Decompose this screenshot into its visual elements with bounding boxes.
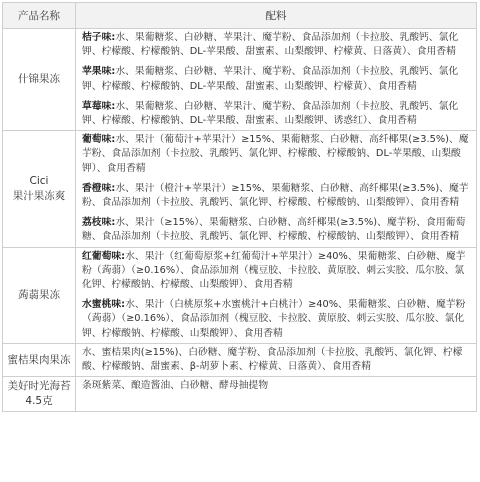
ingredient-entry	[82, 298, 472, 341]
table-body	[3, 29, 477, 412]
flavor-label: 葡萄味:	[82, 134, 116, 146]
product-name-cell	[3, 377, 76, 412]
flavor-label: 草莓味:	[82, 100, 116, 112]
ingredient-entry	[82, 216, 472, 244]
ingredients-cell	[76, 29, 477, 131]
ingredients-table	[2, 2, 477, 412]
flavor-label: 红葡萄味:	[82, 250, 126, 262]
product-name-line: 蒟蒻果冻	[18, 288, 60, 301]
ingredient-entry	[82, 100, 472, 128]
table-row	[3, 29, 477, 131]
ingredient-text: 水、果葡糖浆、白砂糖、苹果汁、魔芋粉、食品添加剂（卡拉胶、乳酸钙、氯化钾、柠檬酸、柠檬酸钠、DL-苹果酸、甜蜜素、山梨酸钾、诱惑红）、食用香精	[82, 100, 459, 127]
product-name-cell	[3, 29, 76, 131]
ingredient-text: 水、果汁（橙汁+苹果汁）≥15%、果葡糖浆、白砂糖、高纤椰果(≥3.5%)、魔芋粉、食品添加剂（卡拉胶、乳酸钙、氯化钾、柠檬酸、柠檬酸钠、山梨酸钾）、食用香精	[82, 182, 469, 209]
ingredient-entry	[82, 65, 472, 93]
ingredients-cell	[76, 343, 477, 376]
flavor-label: 苹果味:	[82, 66, 116, 78]
ingredient-entry	[82, 379, 472, 393]
ingredient-entry	[82, 250, 472, 293]
ingredient-text: 水、果葡糖浆、白砂糖、苹果汁、魔芋粉、食品添加剂（卡拉胶、乳酸钙、氯化钾、柠檬酸、柠檬酸钠、DL-苹果酸、甜蜜素、山梨酸钾、柠檬黄）、食用香精	[82, 66, 459, 92]
ingredients-cell	[76, 377, 477, 412]
ingredient-entry	[82, 133, 472, 176]
ingredient-entry	[82, 182, 472, 210]
product-name-line: 4.5克	[25, 395, 53, 408]
ingredient-entry	[82, 346, 472, 374]
product-name-cell	[3, 343, 76, 376]
flavor-label: 香橙味:	[82, 182, 116, 194]
table-header-row	[3, 3, 477, 29]
ingredient-text: 水、果葡糖浆、白砂糖、苹果汁、魔芋粉、食品添加剂（卡拉胶、乳酸钙、氯化钾、柠檬酸、柠檬酸钠、DL-苹果酸、甜蜜素、山梨酸钾、柠檬黄、日落黄）、食用香精	[82, 32, 459, 58]
product-name-line: 蜜桔果肉果冻	[7, 353, 71, 366]
flavor-label: 桔子味:	[82, 32, 116, 43]
ingredient-text: 水、果汁（红葡萄原浆+红葡萄汁+苹果汁）≥40%、果葡糖浆、白砂糖、魔芋粉（蒟蒻）（≥0.16%）、食品添加剂（槐豆胶、卡拉胶、黄原胶、刺云实胶、瓜尔胶、氯化钾、柠檬酸钠、柠檬酸、山梨酸钾）、食用香精	[82, 250, 466, 291]
ingredient-text: 条斑紫菜、酿造酱油、白砂糖、酵母抽提物	[82, 380, 269, 392]
table-row	[3, 343, 477, 376]
ingredient-entry	[82, 31, 472, 59]
ingredient-text: 水、果汁（≥15%）、果葡糖浆、白砂糖、高纤椰果(≥3.5%)、魔芋粉、食用葡萄糖、食品添加剂（卡拉胶、乳酸钙、氯化钾、柠檬酸、柠檬酸钠、山梨酸钾）、食用香精	[82, 217, 466, 243]
table-row	[3, 377, 477, 412]
product-name-line: 美好时光海苔	[7, 380, 71, 393]
ingredients-cell	[76, 247, 477, 343]
table-row	[3, 247, 477, 343]
header-ingredients: 配料	[76, 3, 477, 29]
ingredient-text: 水、果汁（葡萄汁+苹果汁）≥15%、果葡糖浆、白砂糖、高纤椰果(≥3.5%)、魔芋粉、食品添加剂（卡拉胶、乳酸钙、氯化钾、柠檬酸、柠檬酸钠、DL-苹果酸、山梨酸钾）、食用香精	[82, 134, 469, 174]
flavor-label: 水蜜桃味:	[82, 299, 126, 311]
ingredient-text: 水、蜜桔果肉(≥15%)、白砂糖、魔芋粉、食品添加剂（卡拉胶、乳酸钙、氯化钾、柠檬酸、柠檬酸钠、甜蜜素、β-胡萝卜素、柠檬黄、日落黄）、食用香精	[82, 346, 463, 373]
product-name-line: 什锦果冻	[18, 73, 60, 86]
product-name-line: Cici	[29, 174, 49, 187]
flavor-label: 荔枝味:	[82, 217, 116, 229]
ingredients-cell	[76, 131, 477, 247]
product-name-cell	[3, 247, 76, 343]
table-row	[3, 131, 477, 247]
header-product-name: 产品名称	[3, 3, 76, 29]
ingredient-text: 水、果汁（白桃原浆+水蜜桃汁+白桃汁）≥40%、果葡糖浆、白砂糖、魔芋粉（蒟蒻）（≥0.16%）、食品添加剂（槐豆胶、卡拉胶、黄原胶、刺云实胶、瓜尔胶、氯化钾、柠檬酸钠、柠檬酸、山梨酸钾）、食用香精	[82, 299, 466, 339]
product-name-cell	[3, 131, 76, 247]
product-name-line: 果汁果冻爽	[12, 189, 66, 202]
